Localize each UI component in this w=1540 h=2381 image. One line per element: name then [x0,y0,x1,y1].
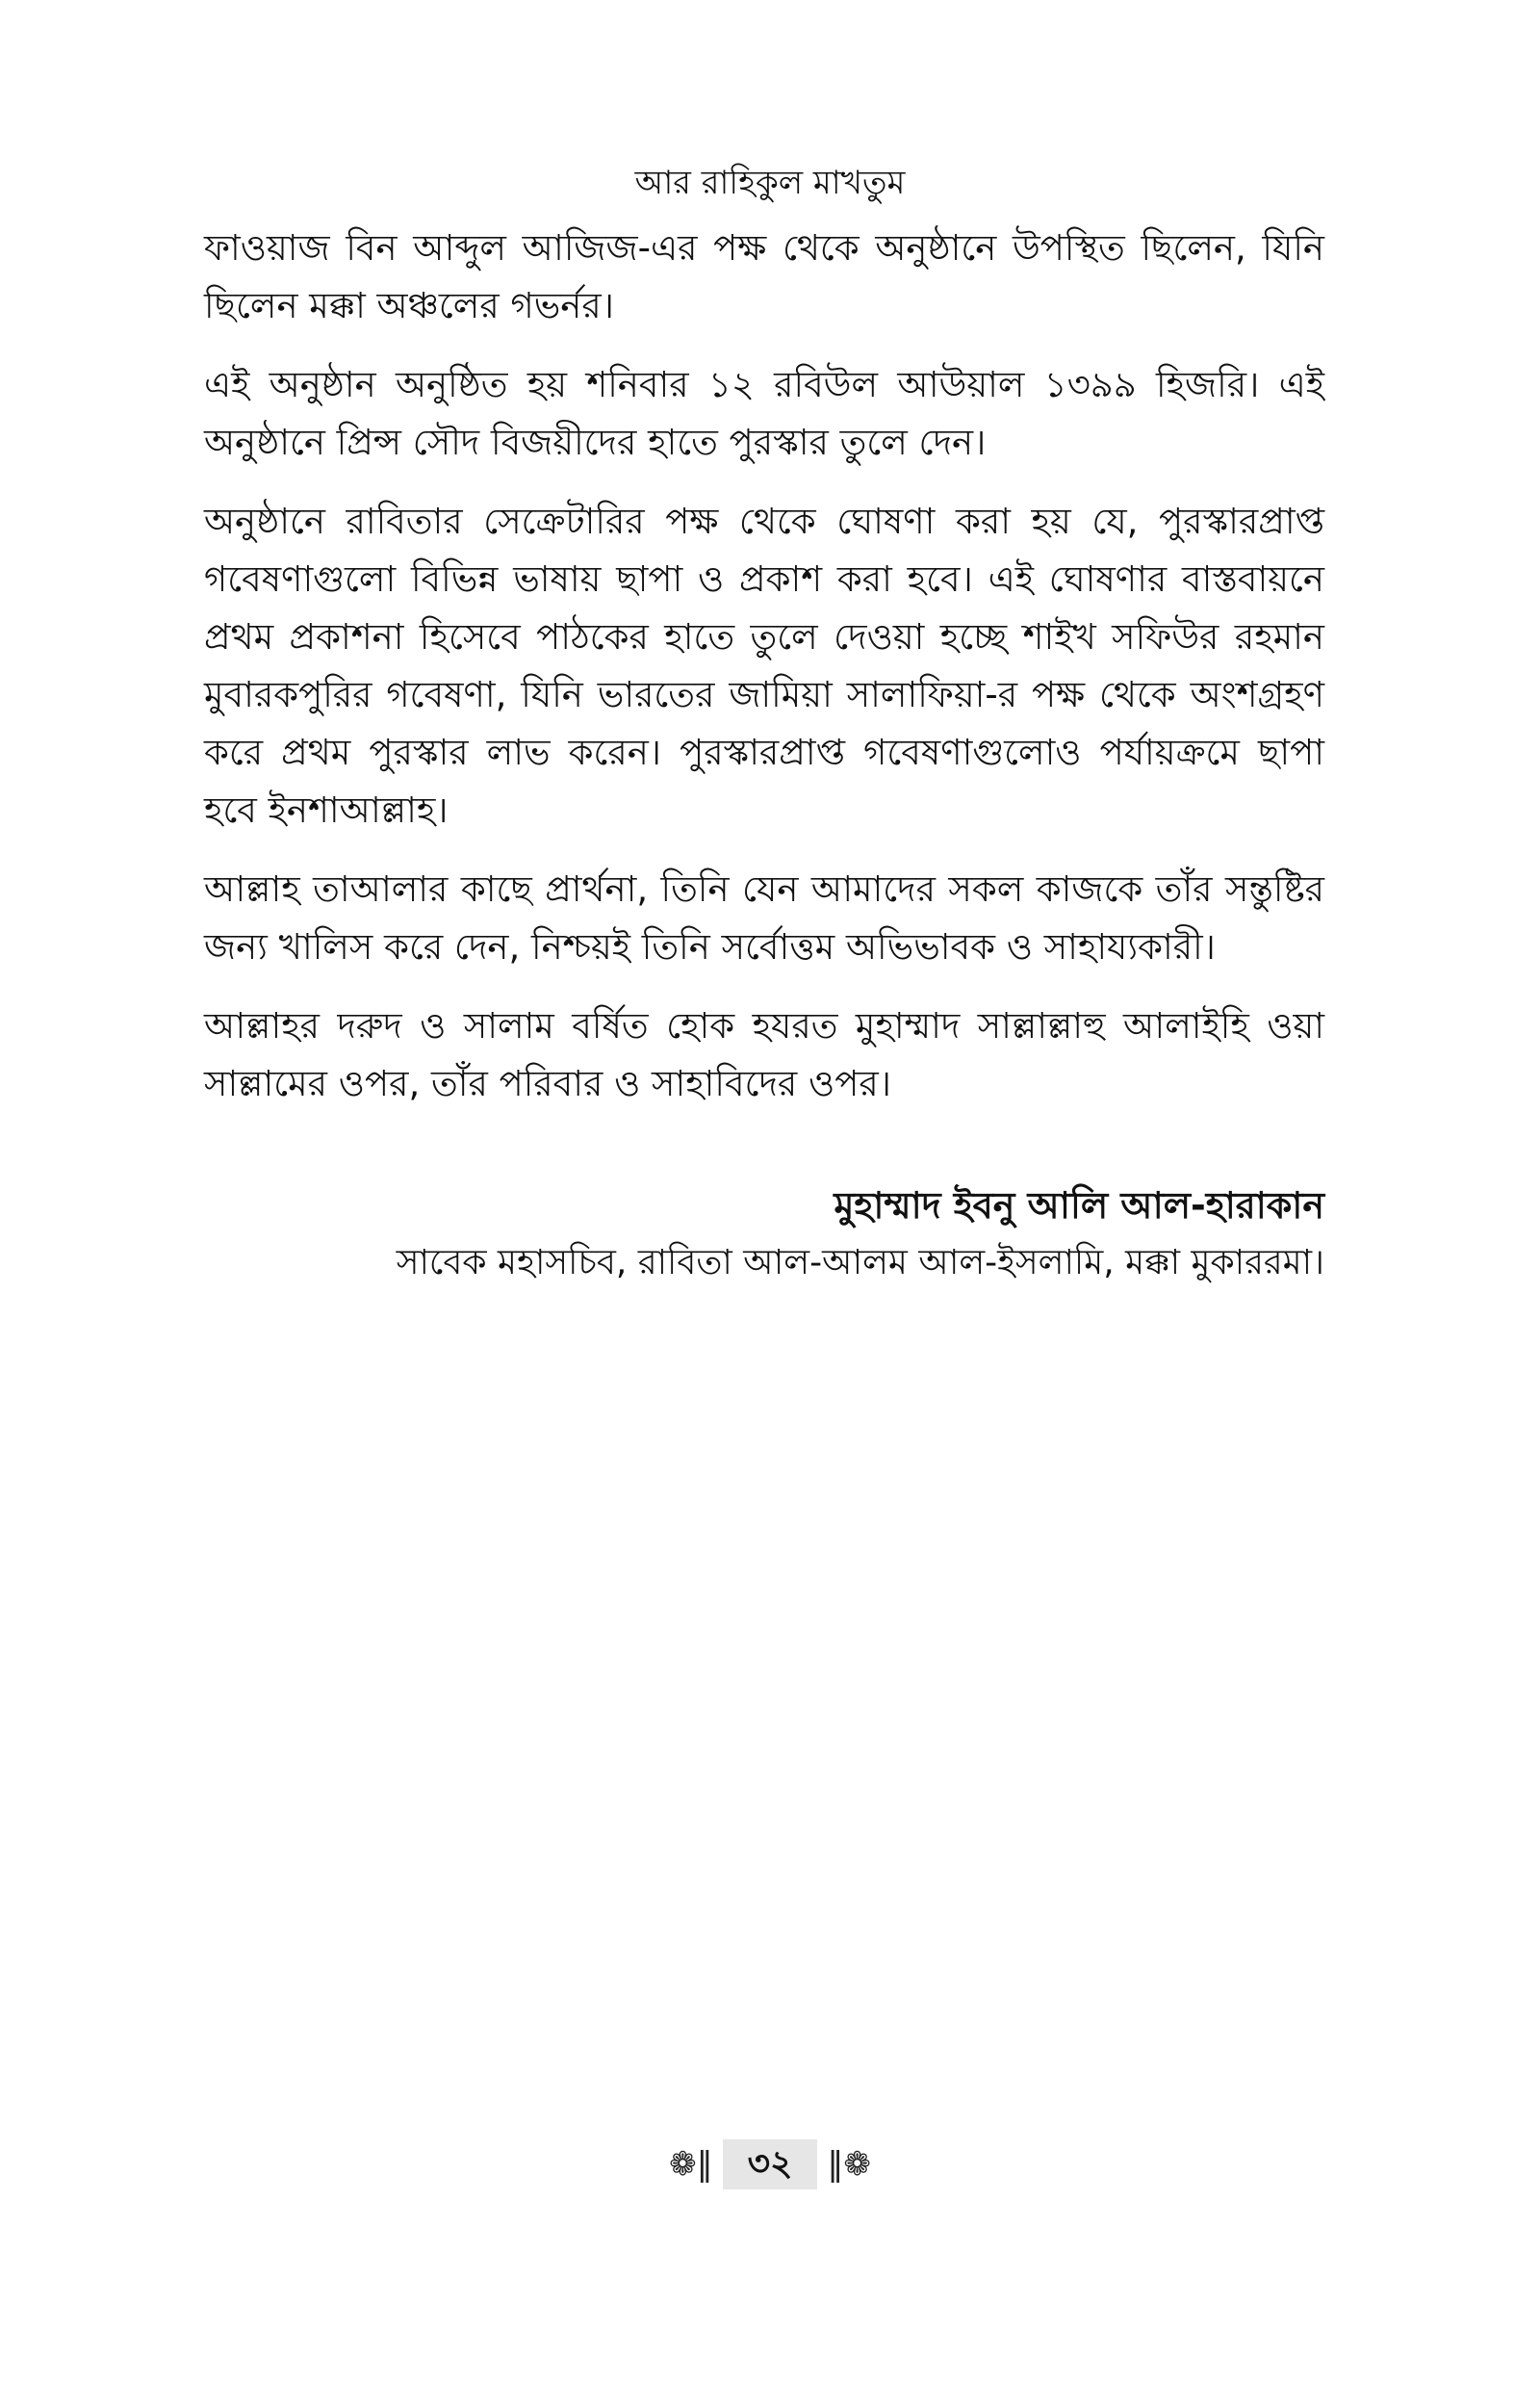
signer-title: সাবেক মহাসচিব, রাবিতা আল-আলম আল-ইসলামি, মক্কা মুকাররমা। [396,1243,1324,1282]
paragraph: অনুষ্ঠানে রাবিতার সেক্রেটারির পক্ষ থেকে ঘোষণা করা হয় যে, পুরস্কারপ্রাপ্ত গবেষণাগুলো বিভিন্ন ভাষায় ছাপা ও প্রকাশ করা হবে। এই ঘোষণার বাস্তবায়নে প্রথম প্রকাশনা হিসেবে পাঠকের হাতে তুলে দেওয়া হচ্ছে শাইখ সফিউর রহমান মুবারকপুরির গবেষণা, যিনি ভারতের জামিয়া সালাফিয়া-র পক্ষ থেকে অংশগ্রহণ করে প্রথম পুরস্কার লাভ করেন। পুরস্কারপ্রাপ্ত গবেষণাগুলোও পর্যায়ক্রমে ছাপা হবে ইনশাআল্লাহ। [204,501,1324,831]
page-number: ৩২ [723,2139,818,2189]
running-title: আর রাহিকুল মাখতুম [634,164,906,202]
floral-ornament-left-icon: ❁‖ [669,2145,713,2184]
signer-name: মুহাম্মাদ ইবনু আলি আল-হারাকান [834,1184,1324,1227]
body-text [204,220,1324,1134]
paragraph: ফাওয়াজ বিন আব্দুল আজিজ-এর পক্ষ থেকে অনুষ্ঠানে উপস্থিত ছিলেন, যিনি ছিলেন মক্কা অঞ্চলের গভর্নর। [204,227,1324,326]
paragraph: আল্লাহ তাআলার কাছে প্রার্থনা, তিনি যেন আমাদের সকল কাজকে তাঁর সন্তুষ্টির জন্য খালিস করে দেন, নিশ্চয়ই তিনি সর্বোত্তম অভিভাবক ও সাহায্যকারী। [204,868,1324,968]
page-footer [0,2139,1540,2189]
running-header [0,162,1540,204]
paragraph: এই অনুষ্ঠান অনুষ্ঠিত হয় শনিবার ১২ রবিউল আউয়াল ১৩৯৯ হিজরি। এই অনুষ্ঠানে প্রিন্স সৌদ বিজয়ীদের হাতে পুরস্কার তুলে দেন। [204,364,1324,463]
floral-ornament-right-icon: ‖❁ [827,2145,871,2184]
signature-block [204,1177,1324,1292]
paragraph: আল্লাহর দরুদ ও সালাম বর্ষিত হোক হযরত মুহাম্মাদ সাল্লাল্লাহু আলাইহি ওয়া সাল্লামের ওপর, তাঁর পরিবার ও সাহাবিদের ওপর। [204,1005,1324,1104]
